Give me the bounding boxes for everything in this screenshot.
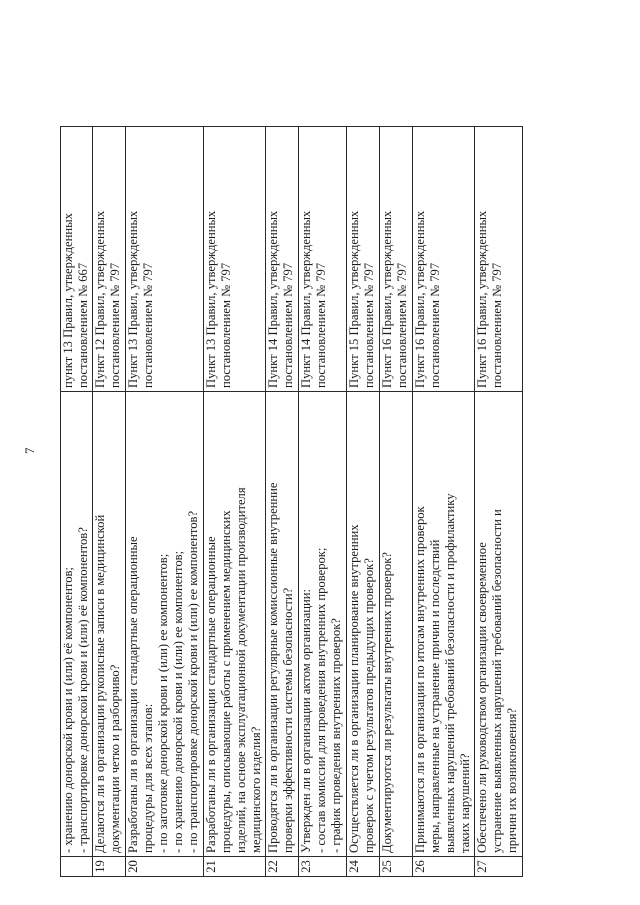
question-cell	[93, 392, 126, 857]
question-cell	[299, 392, 347, 857]
table-row	[93, 127, 126, 877]
reference-line: постановлением № 797	[281, 262, 295, 388]
question-cell	[380, 392, 413, 857]
reference-line: Пункт 15 Правил, утвержденных	[347, 210, 361, 388]
question-line: Разработаны ли в организации стандартные операционные	[204, 536, 218, 853]
table-row	[126, 127, 204, 877]
row-number-cell: 27	[475, 857, 523, 877]
question-line: проверок с учетом результатов предыдущих проверок?	[362, 558, 376, 853]
reference-cell	[299, 127, 347, 392]
question-line: Проводятся ли в организации регулярные комиссионные внутренние	[266, 482, 280, 853]
reference-line: постановлением № 797	[362, 262, 376, 388]
table-row	[347, 127, 380, 877]
question-line: - транспортировке донорской крови и (или) её компонентов?	[76, 527, 90, 853]
reference-line: Пункт 14 Правил, утвержденных	[299, 210, 313, 388]
row-number-cell: 24	[347, 857, 380, 877]
question-line: - хранению донорской крови и (или) её компонентов;	[61, 567, 75, 853]
question-line: Осуществляется ли в организации планирование внутренних	[347, 524, 361, 853]
question-line: - график проведения внутренних проверок?	[329, 618, 343, 853]
question-cell	[61, 392, 93, 857]
question-line: Утвержден ли в организации актом организации:	[299, 589, 313, 853]
reference-line: постановлением № 667	[76, 262, 90, 388]
reference-line: Пункт 14 Правил, утвержденных	[266, 210, 280, 388]
question-line: выявленных нарушений требований безопасности и профилактику	[443, 493, 457, 853]
question-line: - состав комиссии для проведения внутренних проверок;	[314, 547, 328, 853]
reference-line: постановлением № 797	[219, 262, 233, 388]
question-line: Обеспечено ли руководством организации своевременное	[475, 542, 489, 853]
question-line: проверки эффективности системы безопасности?	[281, 587, 295, 853]
reference-cell	[204, 127, 266, 392]
row-number-cell: 19	[93, 857, 126, 877]
question-cell	[266, 392, 299, 857]
question-line: процедуры, описывающие работы с применением медицинских	[219, 510, 233, 853]
question-line: Документируются ли результаты внутренних проверок?	[380, 552, 394, 853]
table-row	[413, 127, 475, 877]
question-line: меры, направленные на устранение причин и последствий	[428, 539, 442, 853]
row-number-cell: 20	[126, 857, 204, 877]
question-line: документации четко и разборчиво?	[108, 664, 122, 853]
reference-line: постановлением № 797	[490, 262, 504, 388]
reference-line: пункт 13 Правил, утвержденных	[61, 213, 75, 388]
row-number-cell: 26	[413, 857, 475, 877]
question-line: - по хранению донорской крови и (или) ее компонентов;	[171, 550, 185, 853]
table-row	[380, 127, 413, 877]
question-line: - по транспортировке донорской крови и (или) ее компонентов?	[186, 510, 200, 853]
question-line: медицинского изделия?	[249, 726, 263, 853]
reference-cell	[93, 127, 126, 392]
question-line: Принимаются ли в организации по итогам внутренних проверок	[413, 506, 427, 853]
reference-line: постановлением № 797	[395, 262, 409, 388]
question-cell	[475, 392, 523, 857]
table-row	[266, 127, 299, 877]
reference-cell	[266, 127, 299, 392]
question-cell	[204, 392, 266, 857]
question-line: Делаются ли в организации рукописные записи в медицинской	[93, 514, 107, 853]
reference-line: постановлением № 797	[108, 262, 122, 388]
reference-cell	[475, 127, 523, 392]
table-row	[204, 127, 266, 877]
page-number: 7	[22, 447, 37, 454]
table-row	[299, 127, 347, 877]
reference-line: постановлением № 797	[314, 262, 328, 388]
reference-cell	[347, 127, 380, 392]
rotated-table-container	[60, 127, 519, 877]
reference-line: Пункт 13 Правил, утвержденных	[204, 210, 218, 388]
reference-line: Пункт 13 Правил, утвержденных	[126, 210, 140, 388]
row-number-cell: 25	[380, 857, 413, 877]
question-line: процедуры для всех этапов:	[141, 703, 155, 853]
reference-line: Пункт 12 Правил, утвержденных	[93, 210, 107, 388]
question-cell	[413, 392, 475, 857]
row-number-cell: 23	[299, 857, 347, 877]
table-row	[61, 127, 93, 877]
question-cell	[347, 392, 380, 857]
reference-line: Пункт 16 Правил, утвержденных	[413, 210, 427, 388]
reference-line: Пункт 16 Правил, утвержденных	[380, 210, 394, 388]
question-line: устранение выявленных нарушений требований безопасности и	[490, 509, 504, 853]
reference-cell	[126, 127, 204, 392]
reference-cell	[413, 127, 475, 392]
question-line: причин их возникновения?	[505, 707, 519, 853]
row-number-cell	[61, 857, 93, 877]
reference-cell	[380, 127, 413, 392]
question-line: таких нарушений?	[458, 753, 472, 853]
reference-line: Пункт 16 Правил, утвержденных	[475, 210, 489, 388]
question-line: - по заготовке донорской крови и (или) ее компонентов;	[156, 553, 170, 853]
reference-cell	[61, 127, 93, 392]
question-cell	[126, 392, 204, 857]
row-number-cell: 21	[204, 857, 266, 877]
checklist-table	[60, 126, 523, 877]
row-number-cell: 22	[266, 857, 299, 877]
reference-line: постановлением № 797	[141, 262, 155, 388]
reference-line: постановлением № 797	[428, 262, 442, 388]
table-row	[475, 127, 523, 877]
question-line: Разработаны ли в организации стандартные операционные	[126, 536, 140, 853]
question-line: изделий, на основе эксплуатационной документации производителя	[234, 487, 248, 853]
